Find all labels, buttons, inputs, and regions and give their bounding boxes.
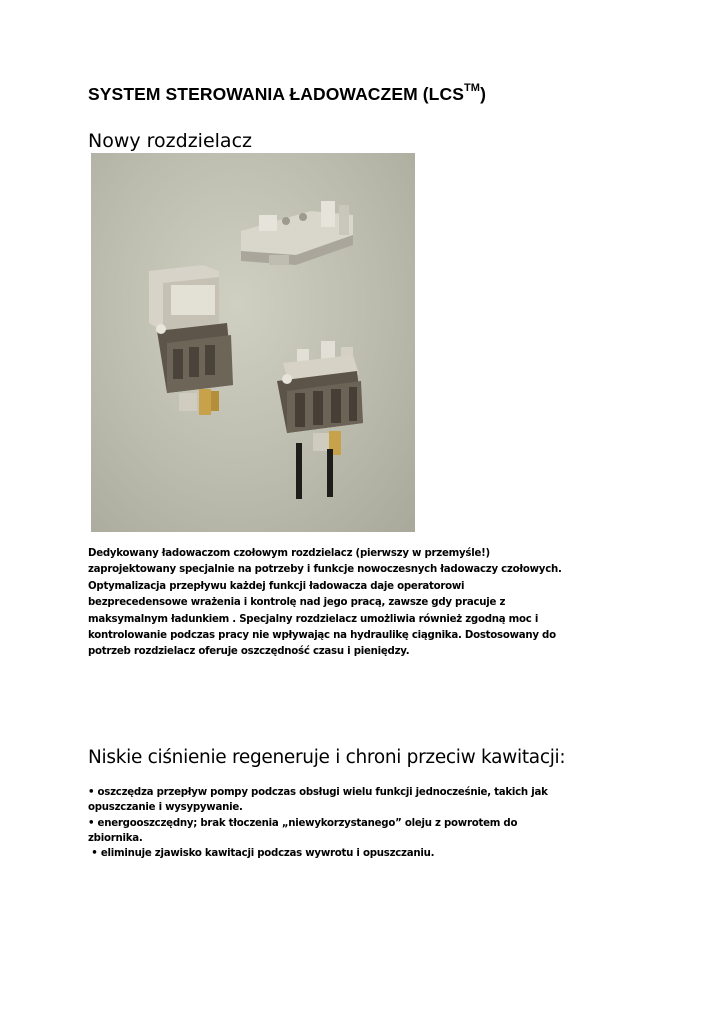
- list-item: • energooszczędny; brak tłoczenia „niewykorzystanego” oleju z powrotem do: [88, 817, 518, 829]
- paragraph-line: potrzeb rozdzielacz oferuje oszczędność czasu i pieniędzy.: [88, 646, 410, 658]
- valve-assembly-right: [277, 341, 363, 499]
- paragraph-line: bezprecedensowe wrażenia i kontrolę nad jego pracą, zawsze gdy pracuje z: [88, 597, 506, 609]
- paragraph-line: Optymalizacja przepływu każdej funkcji ładowacza daje operatorowi: [88, 580, 465, 592]
- description-paragraph: [88, 546, 562, 661]
- list-item: opuszczanie i wysypywanie.: [88, 802, 243, 814]
- valve-cover-part: [241, 201, 353, 265]
- benefits-list: [88, 785, 548, 861]
- title-close: ): [480, 84, 487, 104]
- paragraph-line: maksymalnym ładunkiem . Specjalny rozdzielacz umożliwia również zgodną moc i: [88, 613, 539, 625]
- list-item: zbiornika.: [88, 832, 143, 844]
- section-heading-low-pressure: Niskie ciśnienie regeneruje i chroni przeciw kawitacji:: [88, 747, 566, 768]
- title-text: SYSTEM STEROWANIA ŁADOWACZEM (LCS: [88, 84, 464, 104]
- paragraph-line: zaprojektowany specjalnie na potrzeby i funkcje nowoczesnych ładowaczy czołowych.: [88, 564, 562, 576]
- valve-assembly-left: [149, 265, 233, 415]
- document-title: [88, 84, 486, 105]
- title-superscript: TM: [463, 82, 481, 95]
- list-item: • eliminuje zjawisko kawitacji podczas wywrotu i opuszczaniu.: [88, 848, 435, 860]
- list-item: • oszczędza przepływ pompy podczas obsługi wielu funkcji jednocześnie, takich jak: [88, 787, 548, 798]
- paragraph-line: Dedykowany ładowaczom czołowym rozdzielacz (pierwszy w przemyśle!): [88, 548, 490, 559]
- section-heading-new-valve: Nowy rozdzielacz: [88, 130, 252, 152]
- paragraph-line: kontrolowanie podczas pracy nie wpływając na hydraulikę ciągnika. Dostosowany do: [88, 630, 556, 642]
- hydraulic-valve-photo: [91, 153, 415, 532]
